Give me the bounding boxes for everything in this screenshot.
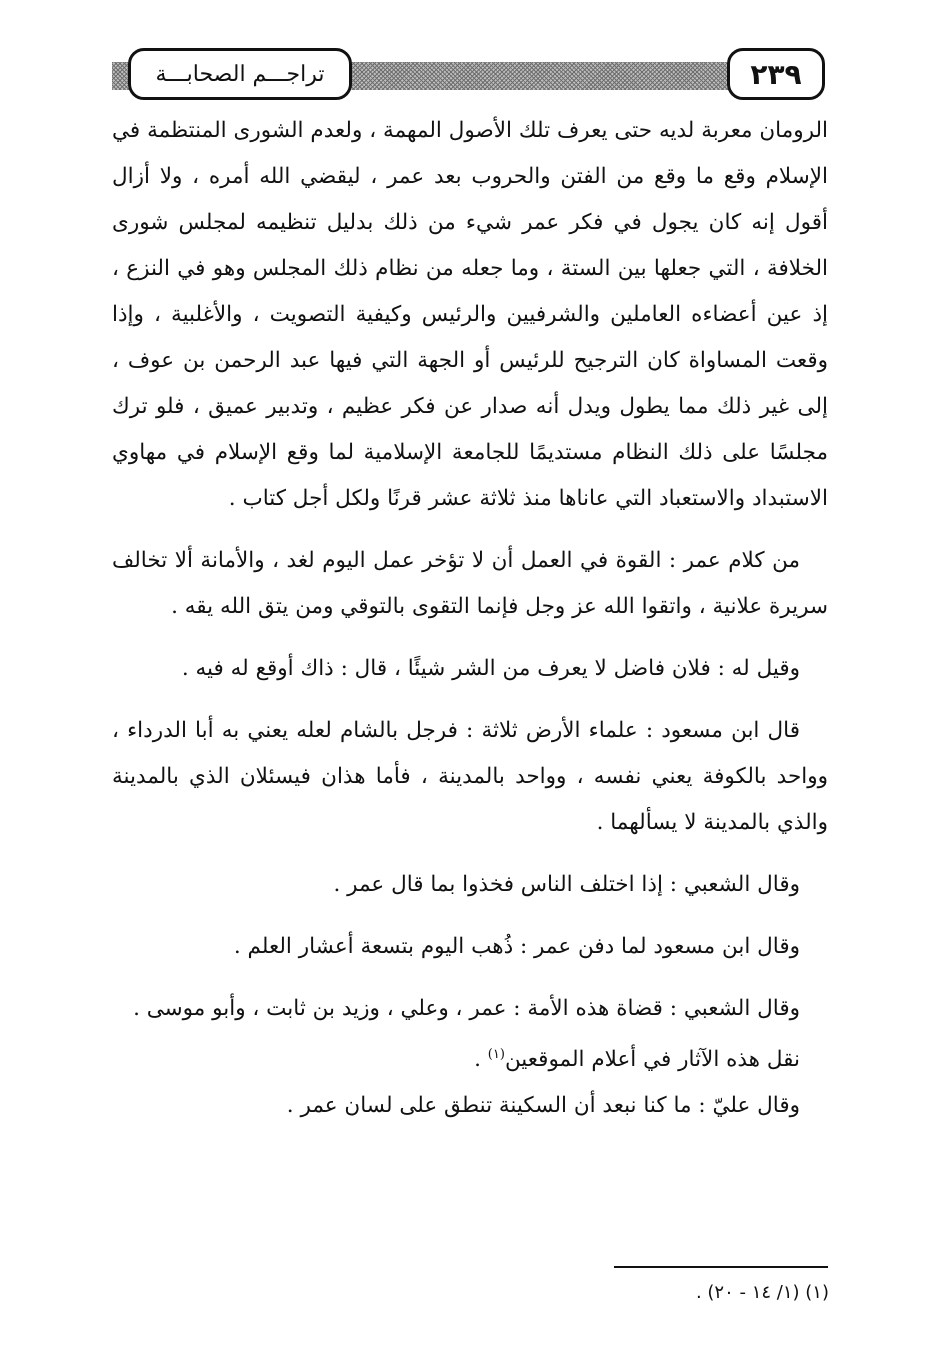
book-title-box [128,48,352,100]
paragraph-8 [112,1032,828,1083]
page-number-box [727,48,825,100]
paragraph-8-tail: . [474,1047,488,1073]
paragraph-1: الرومان معربة لديه حتى يعرف تلك الأصول المهمة ، ولعدم الشورى المنتظمة في الإسلام وقع ما وقع من الفتن والحروب بعد عمر ، ليقضي الله أمره ، ولا أزال أقول إنه كان يجول في فكر عمر شيء من ذلك بدليل تنظيمه لمجلس شورى الخلافة ، التي جعلها بين الستة ، وما جعله من نظام ذلك المجلس وهو في النزع ، إذ عين أعضاءه العاملين والشرفيين والرئيس وكيفية التصويت ، والأغلبية ، وإذا وقعت المساواة كان الترجيح للرئيس أو الجهة التي فيها عبد الرحمن بن عوف ، إلى غير ذلك مما يطول ويدل أنه صدار عن فكر عظيم ، وتدبير عميق ، فلو ترك مجلسًا على ذلك النظام مستديمًا للجامعة الإسلامية لما وقع الإسلام في مهاوي الاستبداد والاستعباد التي عاناها منذ ثلاثة عشر قرنًا ولكل أجل كتاب . [112,118,828,511]
footnote-marker: (١) [487,1047,505,1062]
page-number: ٢٣٩ [750,57,802,91]
paragraph-8-text: نقل هذه الآثار في أعلام الموقعين [504,1047,800,1073]
book-title: تراجـــم الصحابـــة [155,61,325,87]
paragraph-5: وقال الشعبي : إذا اختلف الناس فخذوا بما قال عمر . [333,872,800,897]
footnote-divider [614,1266,828,1268]
paragraph-6: وقال ابن مسعود لما دفن عمر : ذُهب اليوم بتسعة أعشار العلم . [233,934,800,959]
paragraph-9: وقال عليّ : ما كنا نبعد أن السكينة تنطق على لسان عمر . [286,1093,800,1119]
paragraph-2: من كلام عمر : القوة في العمل أن لا تؤخر عمل اليوم لغد ، والأمانة ألا تخالف سريرة علانية ، واتقوا الله عز وجل فإنما التقوى بالتوقي ومن يتق الله يقه . [112,548,828,619]
paragraph-7: وقال الشعبي : قضاة هذه الأمة : عمر ، وعلي ، وزيد بن ثابت ، وأبو موسى . [133,996,800,1021]
paragraph-4: قال ابن مسعود : علماء الأرض ثلاثة : فرجل بالشام لعله يعني به أبا الدرداء ، وواحد بالكوفة يعني نفسه ، وواحد بالمدينة ، فأما هذان فيسئلان الذي بالمدينة والذي بالمدينة لا يسألهما . [112,718,828,835]
footnote: (١) (١/ ١٤ - ٢٠) . [695,1282,829,1303]
page-body [112,108,828,1129]
paragraph-3: وقيل له : فلان فاضل لا يعرف من الشر شيئًا ، قال : ذاك أوقع له فيه . [181,656,800,681]
